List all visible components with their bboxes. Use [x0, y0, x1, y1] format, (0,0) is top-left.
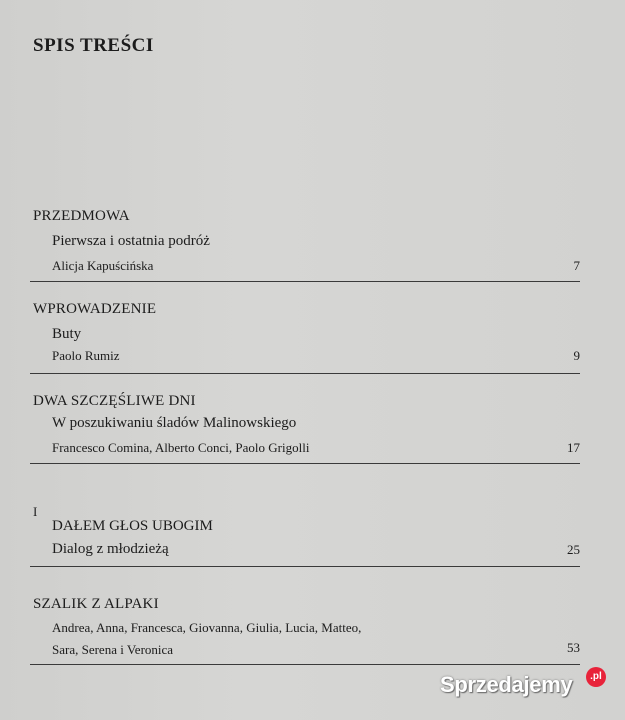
section-subtitle-przedmowa: Pierwsza i ostatnia podróż [52, 233, 210, 249]
page-number-przedmowa: 7 [573, 258, 580, 273]
section-authors-szalik-line2: Sara, Serena i Veronica [52, 642, 174, 657]
section-divider [30, 566, 580, 567]
section-subtitle-dalem-glos-ubogim: Dialog z młodzieżą [52, 541, 169, 557]
toc-title: SPIS TREŚCI [33, 35, 154, 56]
section-heading-dwa-szczesliwe-dni: DWA SZCZĘŚLIWE DNI [33, 393, 196, 409]
part-numeral: I [33, 504, 38, 519]
section-heading-szalik-z-alpaki: SZALIK Z ALPAKI [33, 596, 159, 612]
section-heading-dalem-glos-ubogim: DAŁEM GŁOS UBOGIM [52, 518, 213, 534]
section-subtitle-dwa-szczesliwe-dni: W poszukiwaniu śladów Malinowskiego [52, 415, 297, 431]
page-number-szalik-z-alpaki: 53 [567, 640, 580, 655]
section-divider [30, 373, 580, 374]
section-divider [30, 463, 580, 464]
section-divider [30, 664, 580, 665]
section-author-przedmowa: Alicja Kapuścińska [52, 258, 154, 273]
section-authors-szalik-line1: Andrea, Anna, Francesca, Giovanna, Giulia, Lucia, Matteo, [52, 620, 362, 635]
page-number-dwa-szczesliwe-dni: 17 [567, 440, 580, 455]
page-number-wprowadzenie: 9 [573, 348, 580, 363]
section-heading-przedmowa: PRZEDMOWA [33, 208, 130, 224]
watermark-logo: Sprzedajemy [440, 672, 573, 697]
section-heading-wprowadzenie: WPROWADZENIE [33, 301, 157, 317]
watermark-badge-icon: .pl [586, 667, 606, 687]
section-author-wprowadzenie: Paolo Rumiz [52, 348, 120, 363]
section-author-dwa-szczesliwe-dni: Francesco Comina, Alberto Conci, Paolo Grigolli [52, 440, 310, 455]
section-divider [30, 281, 580, 282]
page-number-dalem-glos-ubogim: 25 [567, 542, 580, 557]
section-subtitle-wprowadzenie: Buty [52, 326, 82, 342]
